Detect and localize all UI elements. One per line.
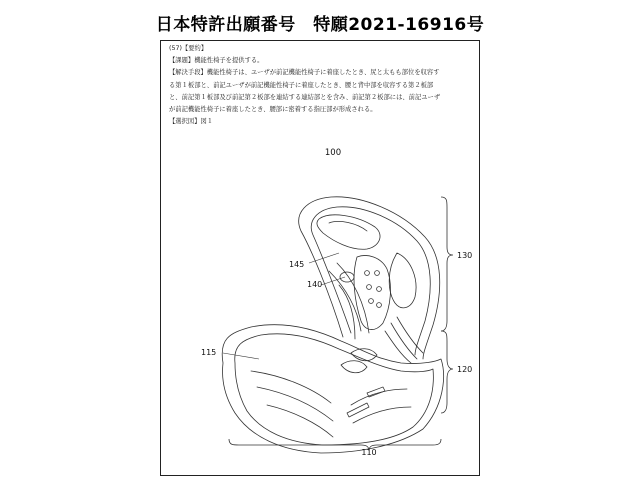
backrest-outline: [299, 197, 440, 359]
backrest-lobe-inner: [329, 221, 367, 231]
chair-drawing: [161, 41, 481, 477]
acupressure-node: [377, 303, 382, 308]
page-title: 日本特許出願番号 特願2021‐16916号: [155, 15, 485, 35]
side-rib: [397, 317, 423, 353]
acupressure-panel: [354, 256, 390, 330]
acupressure-node: [367, 285, 372, 290]
seat-ridge: [267, 405, 333, 437]
acupressure-node: [377, 287, 382, 292]
patent-document-frame: [160, 40, 480, 476]
seat-outline: [222, 325, 443, 453]
label-seat-surface: 115: [201, 348, 217, 357]
label-seat-width: 110: [361, 448, 377, 457]
seat-ridge: [353, 407, 411, 423]
acupressure-node: [369, 299, 374, 304]
brace-seat: [441, 331, 453, 413]
seat-ridge: [351, 389, 407, 405]
abstract-line: (57)【要約】: [169, 45, 208, 52]
label-seat: 120: [457, 365, 473, 374]
abstract-line: 【選択図】図１: [169, 118, 214, 126]
backrest-wing: [389, 253, 416, 308]
acupressure-node: [375, 271, 380, 276]
abstract-line: 【解決手段】機能性椅子は、ユーザが前記機能性椅子に着座したとき、尻と太もも部位を収容す: [169, 69, 440, 77]
leader-115: [223, 353, 259, 359]
brace-width: [229, 439, 441, 451]
acupressure-node: [365, 271, 370, 276]
seat-slot: [347, 403, 369, 417]
brace-backrest: [441, 197, 453, 331]
seat-ridge: [251, 371, 331, 403]
connector-slot: [341, 361, 367, 373]
abstract-line: 【課題】機能性椅子を提供する。: [169, 57, 264, 65]
label-backrest: 130: [457, 251, 473, 260]
backrest-inner: [311, 207, 430, 355]
seat-ridge: [257, 387, 333, 421]
figure-number: 100: [324, 148, 342, 158]
backrest-lobe: [317, 215, 380, 249]
connector-boss: [340, 272, 354, 282]
abstract-line: と、前記第１板部及び前記第２板部を連結する連結部とを含み、前記第２板部には、前記ユーザ: [169, 93, 441, 101]
abstract-line: る第１板部と、前記ユーザが前記機能性椅子に着座したとき、腰と背中部を収容する第２板部: [169, 81, 434, 89]
label-connector: 140: [307, 280, 323, 289]
label-acupressure: 145: [289, 260, 305, 269]
abstract-line: が前記機能性椅子に着座したとき、腰部に密着する指圧部が形成される。: [169, 106, 377, 114]
